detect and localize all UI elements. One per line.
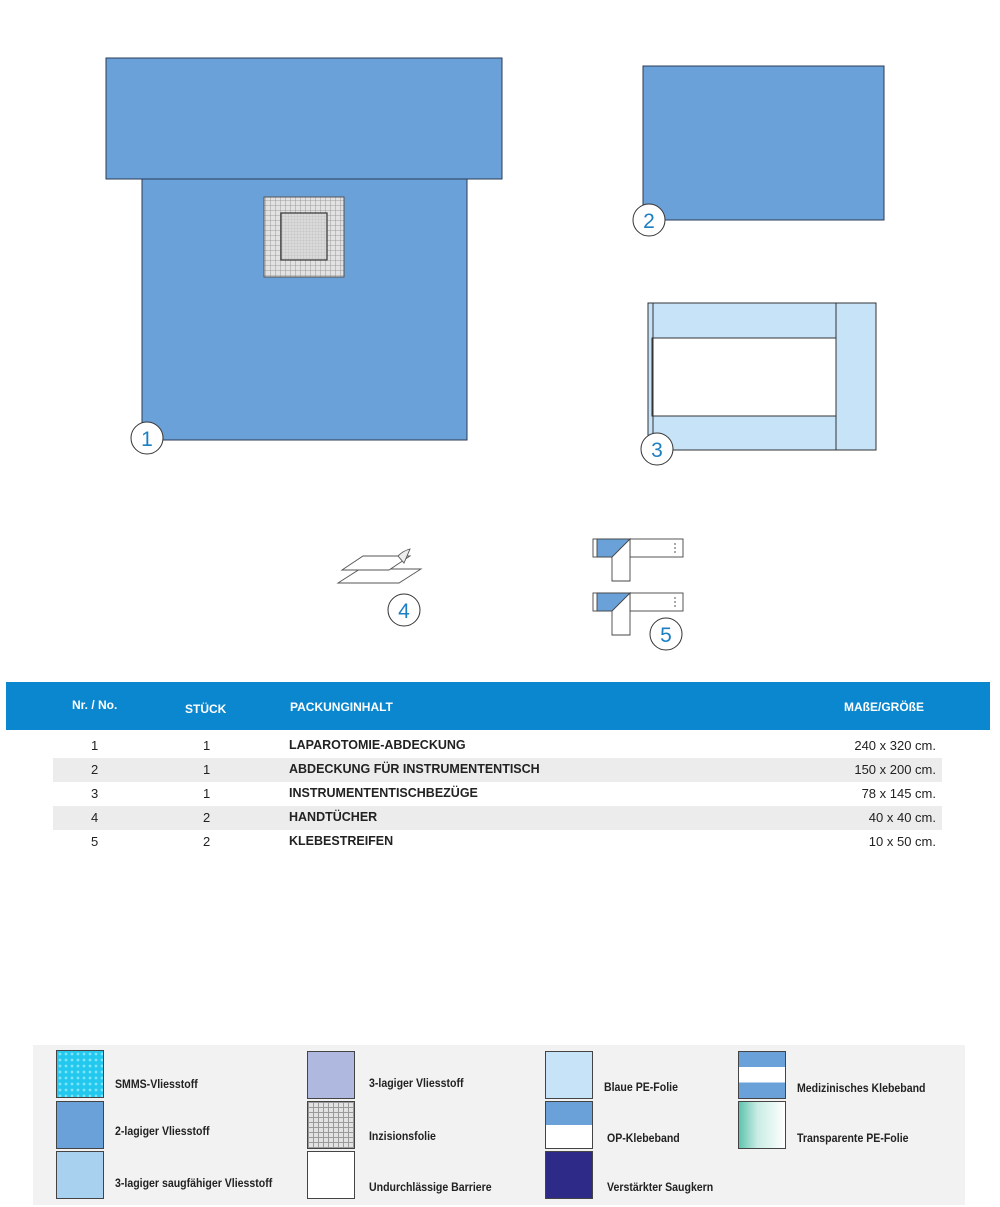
cell-content: HANDTÜCHER	[289, 810, 378, 824]
legend-label: Transparente PE-Folie	[797, 1131, 909, 1145]
callout-4	[388, 594, 420, 626]
table-row	[53, 734, 942, 758]
cell-size: 240 x 320 cm.	[854, 738, 936, 753]
legend-label: Medizinisches Klebeband	[797, 1081, 926, 1095]
contents-table-header	[6, 682, 990, 730]
callout-3	[641, 433, 673, 465]
callout-1-label: 1	[141, 428, 153, 451]
callout-4-label: 4	[398, 600, 410, 623]
swatch-incise-foil-icon	[307, 1101, 355, 1149]
table-row	[53, 782, 942, 806]
mayo-stand-cover-drawing	[648, 303, 876, 450]
cell-qty: 2	[203, 810, 211, 825]
legend-label: Undurchlässige Barriere	[369, 1180, 492, 1194]
cell-content: ABDECKUNG FÜR INSTRUMENTENTISCH	[289, 762, 540, 776]
cell-content: LAPAROTOMIE-ABDECKUNG	[289, 738, 466, 752]
cell-content: KLEBESTREIFEN	[289, 834, 394, 848]
swatch-3-layer-absorbent-icon	[56, 1151, 104, 1199]
callout-2	[633, 204, 665, 236]
swatch-op-tape-icon	[545, 1101, 593, 1149]
header-nr: Nr. / No.	[72, 698, 118, 712]
cell-nr: 4	[91, 810, 99, 825]
legend-label: 3-lagiger Vliesstoff	[369, 1076, 464, 1090]
cell-qty: 1	[203, 762, 211, 777]
legend-label: OP-Klebeband	[607, 1131, 680, 1145]
contents-table-body	[53, 734, 942, 854]
callout-3-label: 3	[651, 439, 663, 462]
laparotomy-drape-drawing	[106, 58, 502, 440]
swatch-2-layer-icon	[56, 1101, 104, 1149]
legend-label: Blaue PE-Folie	[604, 1080, 678, 1094]
towels-drawing	[338, 549, 421, 583]
instrument-table-cover-drawing	[643, 66, 884, 220]
callout-1	[131, 422, 163, 454]
cell-nr: 5	[91, 834, 99, 849]
header-size: MAßE/GRÖßE	[844, 700, 924, 714]
callout-5	[650, 618, 682, 650]
swatch-medical-tape-icon	[738, 1051, 786, 1099]
material-legend	[33, 1045, 965, 1205]
cell-content: INSTRUMENTENTISCHBEZÜGE	[289, 786, 478, 800]
callout-5-label: 5	[660, 624, 672, 647]
legend-label: SMMS-Vliesstoff	[115, 1077, 198, 1091]
cell-qty: 1	[203, 786, 211, 801]
table-row	[53, 830, 942, 854]
cell-nr: 2	[91, 762, 99, 777]
cell-size: 78 x 145 cm.	[861, 786, 936, 801]
cell-qty: 1	[203, 738, 211, 753]
legend-label: 3-lagiger saugfähiger Vliesstoff	[115, 1176, 273, 1190]
swatch-3-layer-icon	[307, 1051, 355, 1099]
table-row	[53, 758, 942, 782]
cell-qty: 2	[203, 834, 211, 849]
cell-size: 10 x 50 cm.	[868, 834, 936, 849]
cell-size: 150 x 200 cm.	[854, 762, 936, 777]
swatch-reinforced-core-icon	[545, 1151, 593, 1199]
callout-2-label: 2	[643, 210, 655, 233]
swatch-smms-icon	[56, 1050, 104, 1098]
header-qty: STÜCK	[185, 702, 227, 716]
legend-label: 2-lagiger Vliesstoff	[115, 1124, 210, 1138]
header-content: PACKUNGINHALT	[290, 700, 393, 714]
cell-size: 40 x 40 cm.	[868, 810, 936, 825]
swatch-barrier-icon	[307, 1151, 355, 1199]
adhesive-strip-drawing-1	[593, 539, 683, 581]
swatch-transparent-pe-foil-icon	[738, 1101, 786, 1149]
cell-nr: 3	[91, 786, 99, 801]
legend-label: Verstärkter Saugkern	[607, 1180, 714, 1194]
table-row	[53, 806, 942, 830]
swatch-blue-pe-foil-icon	[545, 1051, 593, 1099]
legend-label: Inzisionsfolie	[369, 1129, 436, 1143]
cell-nr: 1	[91, 738, 99, 753]
